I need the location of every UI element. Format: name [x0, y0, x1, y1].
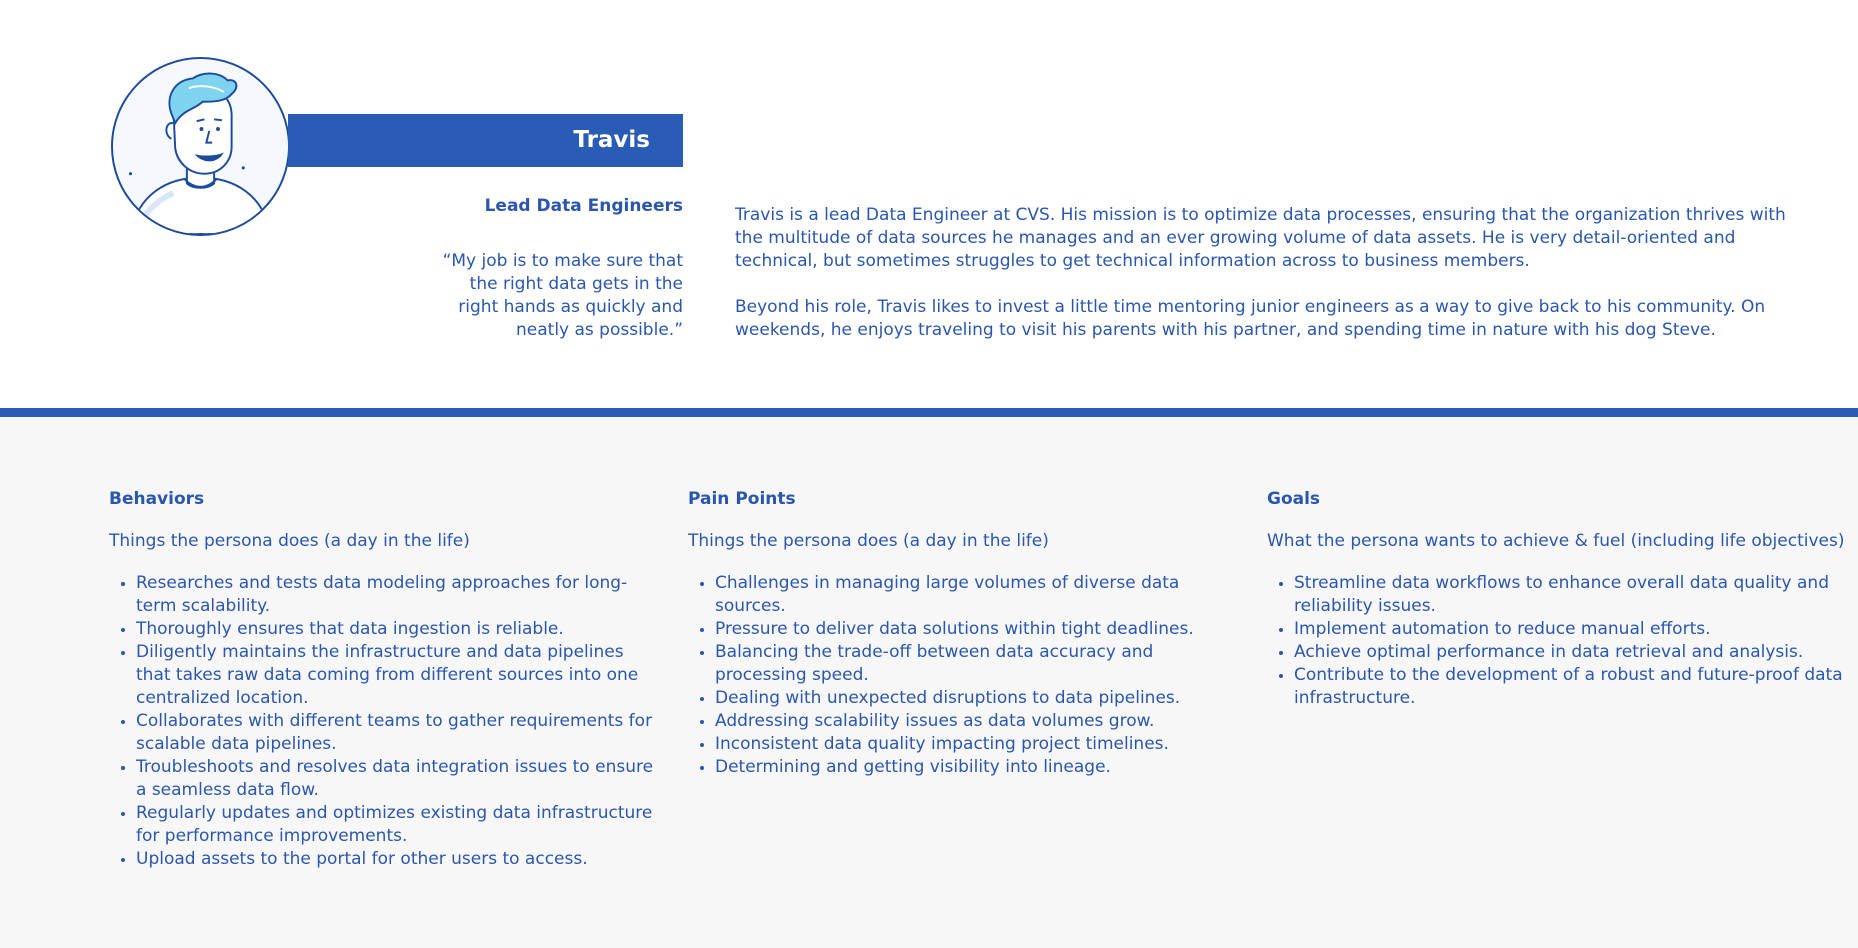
- list-item: Streamline data workflows to enhance overall data quality and reliability issues.: [1267, 572, 1858, 618]
- list-item: Implement automation to reduce manual efforts.: [1267, 618, 1858, 641]
- list-item: Achieve optimal performance in data retrieval and analysis.: [1267, 641, 1858, 664]
- column-subtitle: Things the persona does (a day in the life): [688, 531, 1049, 551]
- persona-role: Lead Data Engineers: [484, 196, 683, 216]
- list-item: Collaborates with different teams to gather requirements for scalable data pipelines.: [109, 710, 654, 756]
- section-divider: [0, 408, 1858, 417]
- persona-header: [0, 0, 1858, 408]
- list-item: Addressing scalability issues as data volumes grow.: [688, 710, 1233, 733]
- list-item: Determining and getting visibility into lineage.: [688, 756, 1233, 779]
- persona-quote: “My job is to make sure that the right data gets in the right hands as quickly and neatly as possible.”: [442, 251, 683, 340]
- column-title: Pain Points: [688, 489, 796, 509]
- list-item: Regularly updates and optimizes existing data infrastructure for performance improvements.: [109, 802, 654, 848]
- pain-points-column: [688, 488, 1233, 779]
- list-item: Researches and tests data modeling approaches for long-term scalability.: [109, 572, 654, 618]
- list-item: Pressure to deliver data solutions within tight deadlines.: [688, 618, 1233, 641]
- list-item: Inconsistent data quality impacting project timelines.: [688, 733, 1233, 756]
- persona-details: [0, 417, 1858, 948]
- behaviors-list: [109, 572, 654, 871]
- column-title: Behaviors: [109, 489, 205, 509]
- goals-column: [1267, 488, 1858, 710]
- name-banner: [288, 114, 683, 167]
- goals-list: [1267, 572, 1858, 710]
- list-item: Dealing with unexpected disruptions to data pipelines.: [688, 687, 1233, 710]
- pain-points-list: [688, 572, 1233, 779]
- list-item: Troubleshoots and resolves data integration issues to ensure a seamless data flow.: [109, 756, 654, 802]
- column-subtitle: What the persona wants to achieve & fuel (including life objectives): [1267, 531, 1845, 551]
- persona-name: Travis: [573, 127, 650, 153]
- column-subtitle: Things the persona does (a day in the life): [109, 531, 470, 551]
- avatar: [111, 57, 290, 236]
- bio-paragraph: Travis is a lead Data Engineer at CVS. His mission is to optimize data processes, ensuring that the organization thrives with the multitude of data sources he manages and an ever growing volume of data assets. He is very detail-oriented and technical, but sometimes struggles to get technical information across to business members.: [735, 205, 1786, 271]
- list-item: Balancing the trade-off between data accuracy and processing speed.: [688, 641, 1233, 687]
- person-avatar-icon: [113, 59, 288, 234]
- bio-paragraph: Beyond his role, Travis likes to invest a little time mentoring junior engineers as a way to give back to his community. On weekends, he enjoys traveling to visit his parents with his partner, and spending time in nature with his dog Steve.: [735, 297, 1766, 340]
- column-title: Goals: [1267, 489, 1321, 509]
- persona-bio: [735, 204, 1805, 342]
- list-item: Upload assets to the portal for other users to access.: [109, 848, 654, 871]
- behaviors-column: [109, 488, 654, 871]
- list-item: Contribute to the development of a robust and future-proof data infrastructure.: [1267, 664, 1858, 710]
- list-item: Diligently maintains the infrastructure and data pipelines that takes raw data coming from different sources into one centralized location.: [109, 641, 654, 710]
- list-item: Challenges in managing large volumes of diverse data sources.: [688, 572, 1233, 618]
- list-item: Thoroughly ensures that data ingestion is reliable.: [109, 618, 654, 641]
